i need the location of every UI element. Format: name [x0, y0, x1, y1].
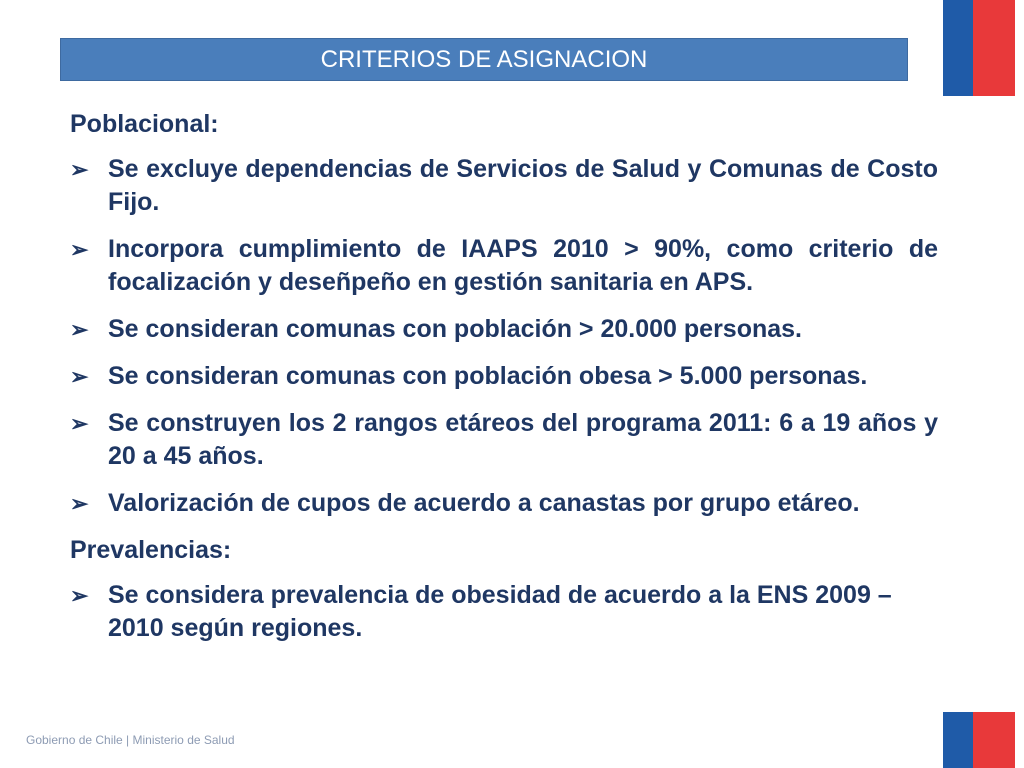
bullet-item [70, 487, 938, 520]
arrow-bullet-icon: ➢ [70, 583, 89, 608]
government-logo [943, 0, 1015, 96]
bullet-item [70, 313, 938, 346]
arrow-bullet-icon: ➢ [70, 364, 89, 389]
bullet-item [70, 233, 938, 299]
footer-text: Gobierno de Chile | Ministerio de Salud [26, 733, 235, 747]
bullet-item [70, 407, 938, 473]
government-logo-footer [943, 712, 1015, 768]
section-heading-prevalencias: Prevalencias: [70, 536, 232, 564]
section-heading-poblacional: Poblacional: [70, 110, 219, 138]
arrow-bullet-icon: ➢ [70, 157, 89, 182]
slide-content [70, 108, 938, 659]
bullet-item [70, 579, 938, 645]
bullet-text: Valorización de cupos de acuerdo a canastas por grupo etáreo. [108, 489, 860, 517]
bullet-text: Se construyen los 2 rangos etáreos del programa 2011: 6 a 19 años y 20 a 45 años. [108, 409, 938, 470]
title-bar [60, 38, 908, 81]
bullet-item [70, 153, 938, 219]
slide-title: CRITERIOS DE ASIGNACION [320, 45, 648, 73]
bullet-text: Se consideran comunas con población > 20.000 personas. [108, 315, 802, 343]
arrow-bullet-icon: ➢ [70, 237, 89, 262]
bullet-text: Se considera prevalencia de obesidad de acuerdo a la ENS 2009 – 2010 según regiones. [108, 581, 892, 642]
bullet-text: Incorpora cumplimiento de IAAPS 2010 > 90%, como criterio de focalización y deseñpeño en gestión sanitaria en APS. [108, 235, 938, 296]
bullet-item [70, 360, 938, 393]
arrow-bullet-icon: ➢ [70, 317, 89, 342]
arrow-bullet-icon: ➢ [70, 491, 89, 516]
arrow-bullet-icon: ➢ [70, 411, 89, 436]
bullet-text: Se consideran comunas con población obesa > 5.000 personas. [108, 362, 868, 390]
bullet-text: Se excluye dependencias de Servicios de Salud y Comunas de Costo Fijo. [108, 155, 938, 216]
